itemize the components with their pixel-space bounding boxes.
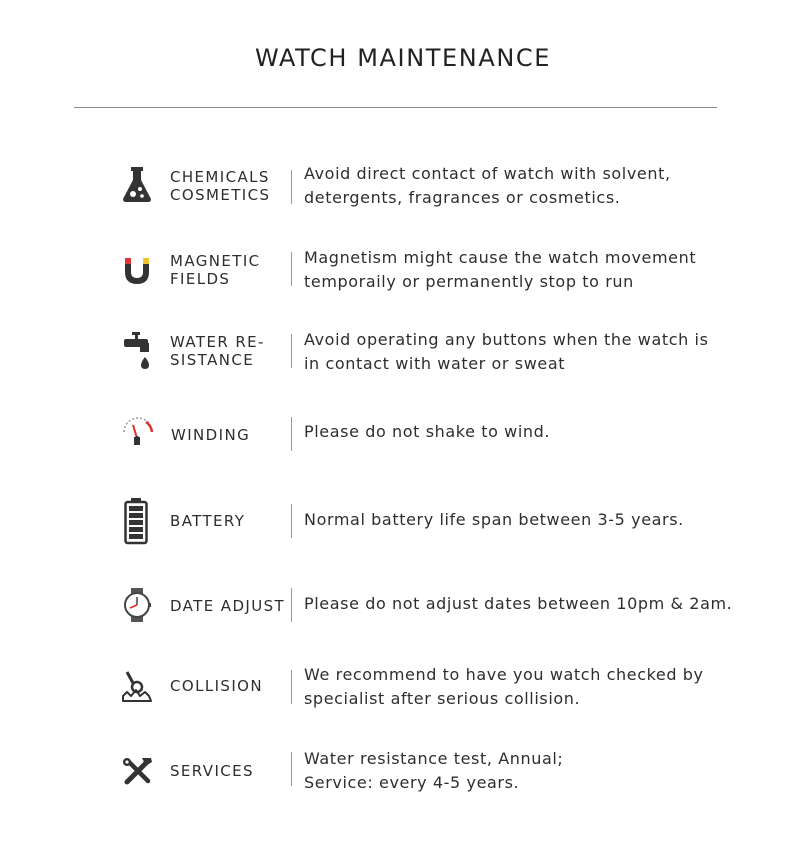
item-label: WINDING: [171, 426, 251, 444]
item-description: Please do not shake to wind.: [304, 422, 551, 441]
item-label: BATTERY: [170, 512, 246, 530]
item-divider: [291, 170, 292, 204]
item-divider: [291, 504, 292, 538]
item-label: CHEMICALS COSMETICS: [170, 168, 271, 204]
page-title: WATCH MAINTENANCE: [254, 44, 552, 72]
item-label: DATE ADJUST: [170, 597, 286, 615]
item-divider: [291, 417, 292, 451]
maintenance-item-water: [0, 326, 790, 386]
item-divider: [291, 670, 292, 704]
maintenance-item-chemicals: [0, 160, 790, 220]
item-divider: [291, 334, 292, 368]
item-label: COLLISION: [170, 677, 263, 695]
item-description: We recommend to have you watch checked by specialist after serious collision.: [304, 665, 704, 708]
item-description: Avoid operating any buttons when the watch is in contact with water or sweat: [304, 330, 709, 373]
item-label: MAGNETIC FIELDS: [170, 252, 261, 288]
tools-icon: [118, 753, 158, 797]
item-label: SERVICES: [170, 762, 254, 780]
faucet-icon: [118, 330, 158, 374]
maintenance-item-battery: [0, 496, 790, 556]
maintenance-item-date-adjust: [0, 582, 790, 642]
item-description: Please do not adjust dates between 10pm & 2am.: [304, 594, 733, 613]
item-description: Normal battery life span between 3-5 years.: [304, 510, 684, 529]
maintenance-item-magnetic: [0, 244, 790, 304]
magnet-icon: [118, 248, 158, 292]
collision-icon: [118, 668, 158, 712]
flask-icon: [118, 165, 158, 209]
item-divider: [291, 252, 292, 286]
item-description: Magnetism might cause the watch movement temporaily or permanently stop to run: [304, 248, 697, 291]
gauge-icon: [118, 416, 158, 460]
maintenance-item-services: [0, 746, 790, 806]
item-divider: [291, 752, 292, 786]
maintenance-item-collision: [0, 662, 790, 722]
maintenance-item-winding: [0, 416, 790, 476]
item-description: Water resistance test, Annual; Service: every 4-5 years.: [304, 749, 564, 792]
item-description: Avoid direct contact of watch with solvent, detergents, fragrances or cosmetics.: [304, 164, 671, 207]
battery-icon: [118, 497, 158, 541]
title-divider: [74, 107, 717, 108]
watch-icon: [118, 585, 158, 629]
item-divider: [291, 588, 292, 622]
item-label: WATER RE- SISTANCE: [170, 333, 265, 369]
